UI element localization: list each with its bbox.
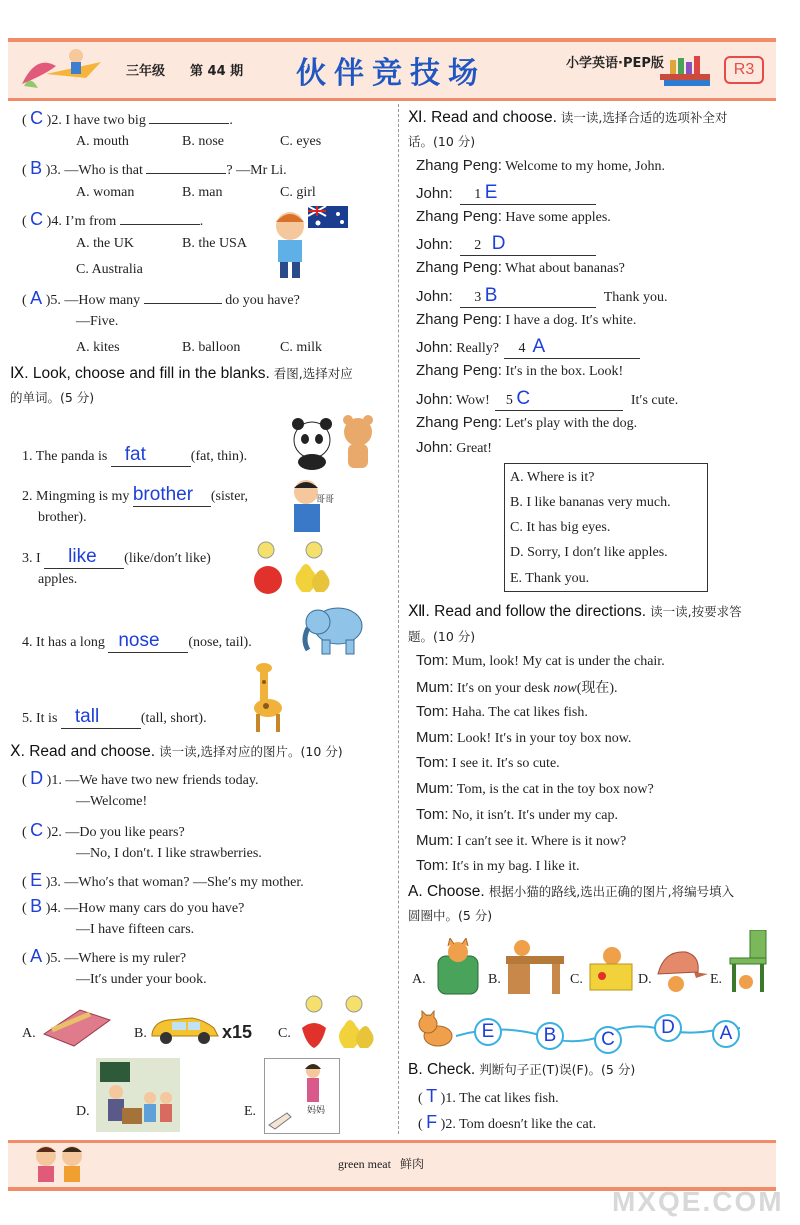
elephant-icon [300, 600, 366, 656]
section12-heading-cont: 题。(10 分) [408, 629, 476, 644]
partB-item-2: ( F )2. Tom doesn′t like the cat. [418, 1112, 597, 1132]
options-q4: A. the UK B. the USA [76, 236, 247, 251]
question-5: ( A )5. —How many do you have? [22, 288, 300, 308]
answer-q4: C [30, 209, 44, 229]
apple-pear-icon [250, 540, 332, 596]
s11-answer-3: B [484, 285, 498, 306]
s9-item-2-cont: brother). [38, 510, 87, 525]
s11-line-8: John: Really? 4 A [416, 336, 640, 359]
mother-label: 妈妈 [307, 1106, 326, 1116]
s10-item-2: ( C )2. —Do you like pears? [22, 820, 185, 840]
footer-kids-icon [30, 1142, 90, 1182]
car-icon [148, 1012, 222, 1046]
q5-reply: —Five. [76, 314, 119, 329]
answer-q5: A [30, 288, 43, 308]
cat-in-toybox-icon [586, 944, 636, 994]
partB-answer-1: T [426, 1086, 438, 1106]
section11-heading-cont: 话。(10 分) [408, 134, 476, 149]
route-circle-3: C [594, 1026, 622, 1054]
s10-pic-label-c: C. [278, 1026, 291, 1041]
s11-answer-4: A [532, 336, 546, 357]
giraffe-icon [246, 662, 286, 734]
s9-item-3-cont: apples. [38, 572, 78, 587]
s12-line-2: Mum: It′s on your desk now(现在). [416, 679, 618, 696]
question-4: ( C )4. I’m from . [22, 209, 204, 229]
boy-australia-flag-icon [268, 204, 352, 282]
options-q2: A. mouth B. nose C. eyes [76, 134, 322, 149]
s10-item-1: ( D )1. —We have two new friends today. [22, 768, 259, 788]
option-q4-c: C. Australia [76, 262, 143, 277]
s12-line-6: Mum: Tom, is the cat in the toy box now? [416, 780, 654, 797]
cat-start-icon [416, 1010, 456, 1050]
s11-line-6: John: 3 B Thank you. [416, 285, 668, 306]
s11-line-10: John: Wow! 5 C It′s cute. [416, 388, 679, 409]
s11-line-7: Zhang Peng: I have a dog. It′s white. [416, 311, 637, 328]
classroom-teacher-icon [96, 1058, 180, 1132]
options-q5: A. kites B. balloon C. milk [76, 340, 323, 355]
header-title: 伙伴竞技场 [296, 56, 486, 91]
s10-pic-label-d: D. [76, 1104, 90, 1119]
header-kite-icon [16, 44, 106, 90]
s11-line-11: Zhang Peng: Let′s play with the dog. [416, 414, 638, 431]
s10-item-4-reply: —I have fifteen cars. [76, 922, 195, 937]
header-books-icon [660, 56, 716, 90]
header-grade: 三年级 [126, 64, 166, 79]
s11-answer-2: D [491, 233, 506, 254]
s9-answer-4: nose [118, 630, 160, 651]
s11-answer-5: C [516, 388, 531, 409]
footer-gloss: green meat 鲜肉 [338, 1157, 424, 1171]
s11-answer-1: E [484, 182, 498, 203]
s11-line-4: John: 2 D [416, 233, 596, 256]
s10-pic-label-e: E. [244, 1104, 257, 1119]
route-circle-2: B [536, 1022, 564, 1050]
s10-item-5-reply: —It′s under your book. [76, 972, 207, 987]
cat-on-desk-icon [504, 938, 566, 996]
cat-under-chair-icon [726, 930, 772, 994]
s11-line-3: Zhang Peng: Have some apples. [416, 208, 611, 225]
s11-line-1: Zhang Peng: Welcome to my home, John. [416, 157, 666, 174]
s12-line-8: Mum: I can′t see it. Where is it now? [416, 832, 627, 849]
partA-label-a: A. [412, 972, 426, 987]
s9-answer-2: brother [132, 484, 194, 505]
section11-heading: Ⅺ. Read and choose. 读一读,选择合适的选项补全对 [408, 109, 728, 126]
route-circle-4: D [654, 1014, 682, 1042]
mother-pointing-icon [264, 1058, 340, 1134]
column-divider [398, 104, 399, 1134]
s10-item-3: ( E )3. —Who′s that woman? —She′s my mother. [22, 870, 304, 890]
s12-line-4: Mum: Look! It′s in your toy box now. [416, 729, 632, 746]
watermark: MXQE.COM [612, 1186, 784, 1217]
s10-answer-5: A [30, 946, 43, 966]
s9-answer-5: tall [74, 706, 100, 727]
s9-item-3: 3. I like (like/don′t like) [22, 546, 211, 567]
s10-pic-label-b: B. [134, 1026, 147, 1041]
s11-option-e: E. Thank you. [510, 571, 590, 586]
brother-icon [290, 476, 346, 534]
s10-answer-2: C [30, 820, 44, 840]
s9-item-5: 5. It is tall (tall, short). [22, 706, 207, 727]
s10-item-1-reply: —Welcome! [76, 794, 148, 809]
partA-label-d: D. [638, 972, 652, 987]
partA-label-c: C. [570, 972, 583, 987]
s9-answer-1: fat [124, 444, 146, 465]
answer-q2: C [30, 108, 44, 128]
brother-label: 哥哥 [316, 495, 335, 505]
s12-line-5: Tom: I see it. It′s so cute. [416, 754, 560, 771]
route-circle-5: A [712, 1020, 740, 1048]
blank [146, 173, 226, 174]
partB-answer-2: F [426, 1112, 438, 1132]
section9-heading-cont: 的单词。(5 分) [10, 390, 95, 405]
s11-line-12: John: Great! [416, 439, 492, 456]
cat-under-cap-icon [654, 944, 708, 994]
panda-bear-icon [290, 412, 380, 470]
book-ruler-icon [40, 1004, 112, 1050]
s9-answer-3: like [68, 546, 97, 567]
options-q3: A. woman B. man C. girl [76, 185, 316, 200]
blank [120, 224, 200, 225]
s10-answer-4: B [30, 896, 43, 916]
s12-line-3: Tom: Haha. The cat likes fish. [416, 703, 588, 720]
route-circle-1: E [474, 1018, 502, 1046]
s11-line-5: Zhang Peng: What about bananas? [416, 259, 625, 276]
cat-in-bag-icon [430, 938, 486, 996]
partA-label-b: B. [488, 972, 501, 987]
s11-line-2: John: 1 E [416, 182, 596, 205]
partA-label-e: E. [710, 972, 723, 987]
s10-item-2-reply: —No, I don′t. I like strawberries. [76, 846, 262, 861]
s10-answer-3: E [30, 870, 43, 890]
s12-line-9: Tom: It′s in my bag. I like it. [416, 857, 580, 874]
s10-pic-label-a: A. [22, 1026, 36, 1041]
partA-heading: A. Choose. 根据小猫的路线,选出正确的图片,将编号填入 [408, 883, 735, 900]
s9-item-2: 2. Mingming is my brother (sister, [22, 484, 249, 505]
s11-option-d: D. Sorry, I don′t like apples. [510, 545, 668, 560]
blank [149, 123, 229, 124]
header-badge: R3 [724, 56, 764, 84]
partB-heading: B. Check. 判断句子正(T)误(F)。(5 分) [408, 1061, 636, 1078]
s11-option-c: C. It has big eyes. [510, 520, 611, 535]
s11-option-b: B. I like bananas very much. [510, 495, 671, 510]
strawberry-pear-icon [296, 994, 380, 1052]
s10-answer-1: D [30, 768, 44, 788]
s9-item-4: 4. It has a long nose (nose, tail). [22, 630, 252, 651]
blank [144, 303, 222, 304]
question-2: ( C )2. I have two big . [22, 108, 233, 128]
s10-item-4: ( B )4. —How many cars do you have? [22, 896, 245, 916]
section10-heading: Ⅹ. Read and choose. 读一读,选择对应的图片。(10 分) [10, 743, 343, 760]
header-issue: 第 44 期 [190, 64, 244, 79]
section9-heading: Ⅸ. Look, choose and fill in the blanks. 看图,选择对应 [10, 365, 353, 382]
question-3: ( B )3. —Who is that ? —Mr Li. [22, 158, 287, 178]
answer-q3: B [30, 158, 43, 178]
partA-heading-cont: 圆圈中。(5 分) [408, 908, 493, 923]
s11-line-9: Zhang Peng: It′s in the box. Look! [416, 362, 624, 379]
s9-item-1: 1. The panda is fat (fat, thin). [22, 444, 248, 465]
section12-heading: Ⅻ. Read and follow the directions. 读一读,按要求答 [408, 603, 742, 620]
s12-line-1: Tom: Mum, look! My cat is under the chair. [416, 652, 665, 669]
partB-item-1: ( T )1. The cat likes fish. [418, 1086, 559, 1106]
car-count: x15 [222, 1022, 253, 1042]
s10-item-5: ( A )5. —Where is my ruler? [22, 946, 187, 966]
s11-option-a: A. Where is it? [510, 470, 595, 485]
s12-line-7: Tom: No, it isn′t. It′s under my cap. [416, 806, 618, 823]
header-edition: 小学英语·PEP版 [566, 56, 664, 71]
